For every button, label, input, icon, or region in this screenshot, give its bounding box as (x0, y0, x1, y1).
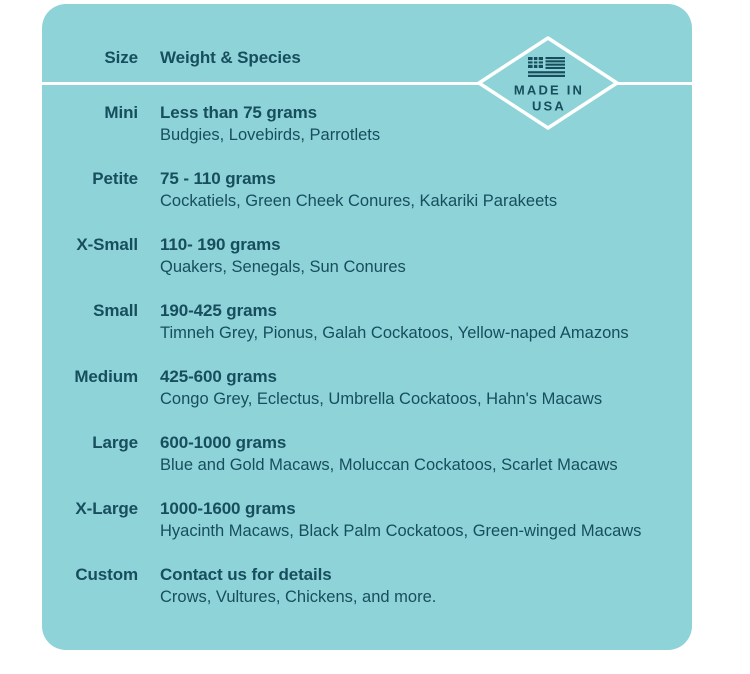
table-row (42, 168, 692, 212)
table-row (42, 234, 692, 278)
weight-range: Contact us for details (160, 565, 332, 584)
row-info (160, 564, 692, 608)
row-info (160, 168, 692, 212)
size-label: Custom (75, 565, 138, 584)
weight-range: 425-600 grams (160, 367, 277, 386)
size-label: X-Small (76, 235, 138, 254)
weight-species-column-header: Weight & Species (160, 48, 301, 67)
size-label: Petite (92, 169, 138, 188)
size-column-header: Size (104, 48, 138, 67)
species-list: Blue and Gold Macaws, Moluccan Cockatoos, Scarlet Macaws (160, 456, 618, 474)
weight-range: 75 - 110 grams (160, 169, 276, 188)
weight-range: 1000-1600 grams (160, 499, 296, 518)
weight-range: 110- 190 grams (160, 235, 281, 254)
sizing-chart-card (42, 4, 692, 650)
size-label: Medium (74, 367, 138, 386)
table-row (42, 102, 692, 146)
row-info (160, 498, 692, 542)
size-table-body (42, 102, 692, 608)
table-row (42, 300, 692, 344)
species-list: Cockatiels, Green Cheek Conures, Kakariki Parakeets (160, 192, 558, 210)
size-label: X-Large (75, 499, 138, 518)
size-label: Small (93, 301, 138, 320)
table-row (42, 432, 692, 476)
species-list: Quakers, Senegals, Sun Conures (160, 258, 406, 276)
table-row (42, 498, 692, 542)
weight-range: Less than 75 grams (160, 103, 317, 122)
row-info (160, 234, 692, 278)
badge-line2: USA (531, 98, 567, 114)
species-list: Congo Grey, Eclectus, Umbrella Cockatoos, Hahn's Macaws (160, 390, 603, 408)
row-info (160, 300, 692, 344)
species-list: Timneh Grey, Pionus, Galah Cockatoos, Yellow-naped Amazons (160, 324, 629, 342)
weight-range: 600-1000 grams (160, 433, 287, 452)
row-info (160, 366, 692, 410)
species-list: Hyacinth Macaws, Black Palm Cockatoos, Green-winged Macaws (160, 522, 642, 540)
row-info (160, 432, 692, 476)
size-label: Large (92, 433, 138, 452)
badge-line1: MADE IN (513, 82, 585, 98)
species-list: Budgies, Lovebirds, Parrotlets (160, 126, 381, 144)
species-list: Crows, Vultures, Chickens, and more. (160, 588, 437, 606)
table-row (42, 366, 692, 410)
table-row (42, 564, 692, 608)
weight-range: 190-425 grams (160, 301, 277, 320)
row-info (160, 102, 692, 146)
size-label: Mini (104, 103, 138, 122)
